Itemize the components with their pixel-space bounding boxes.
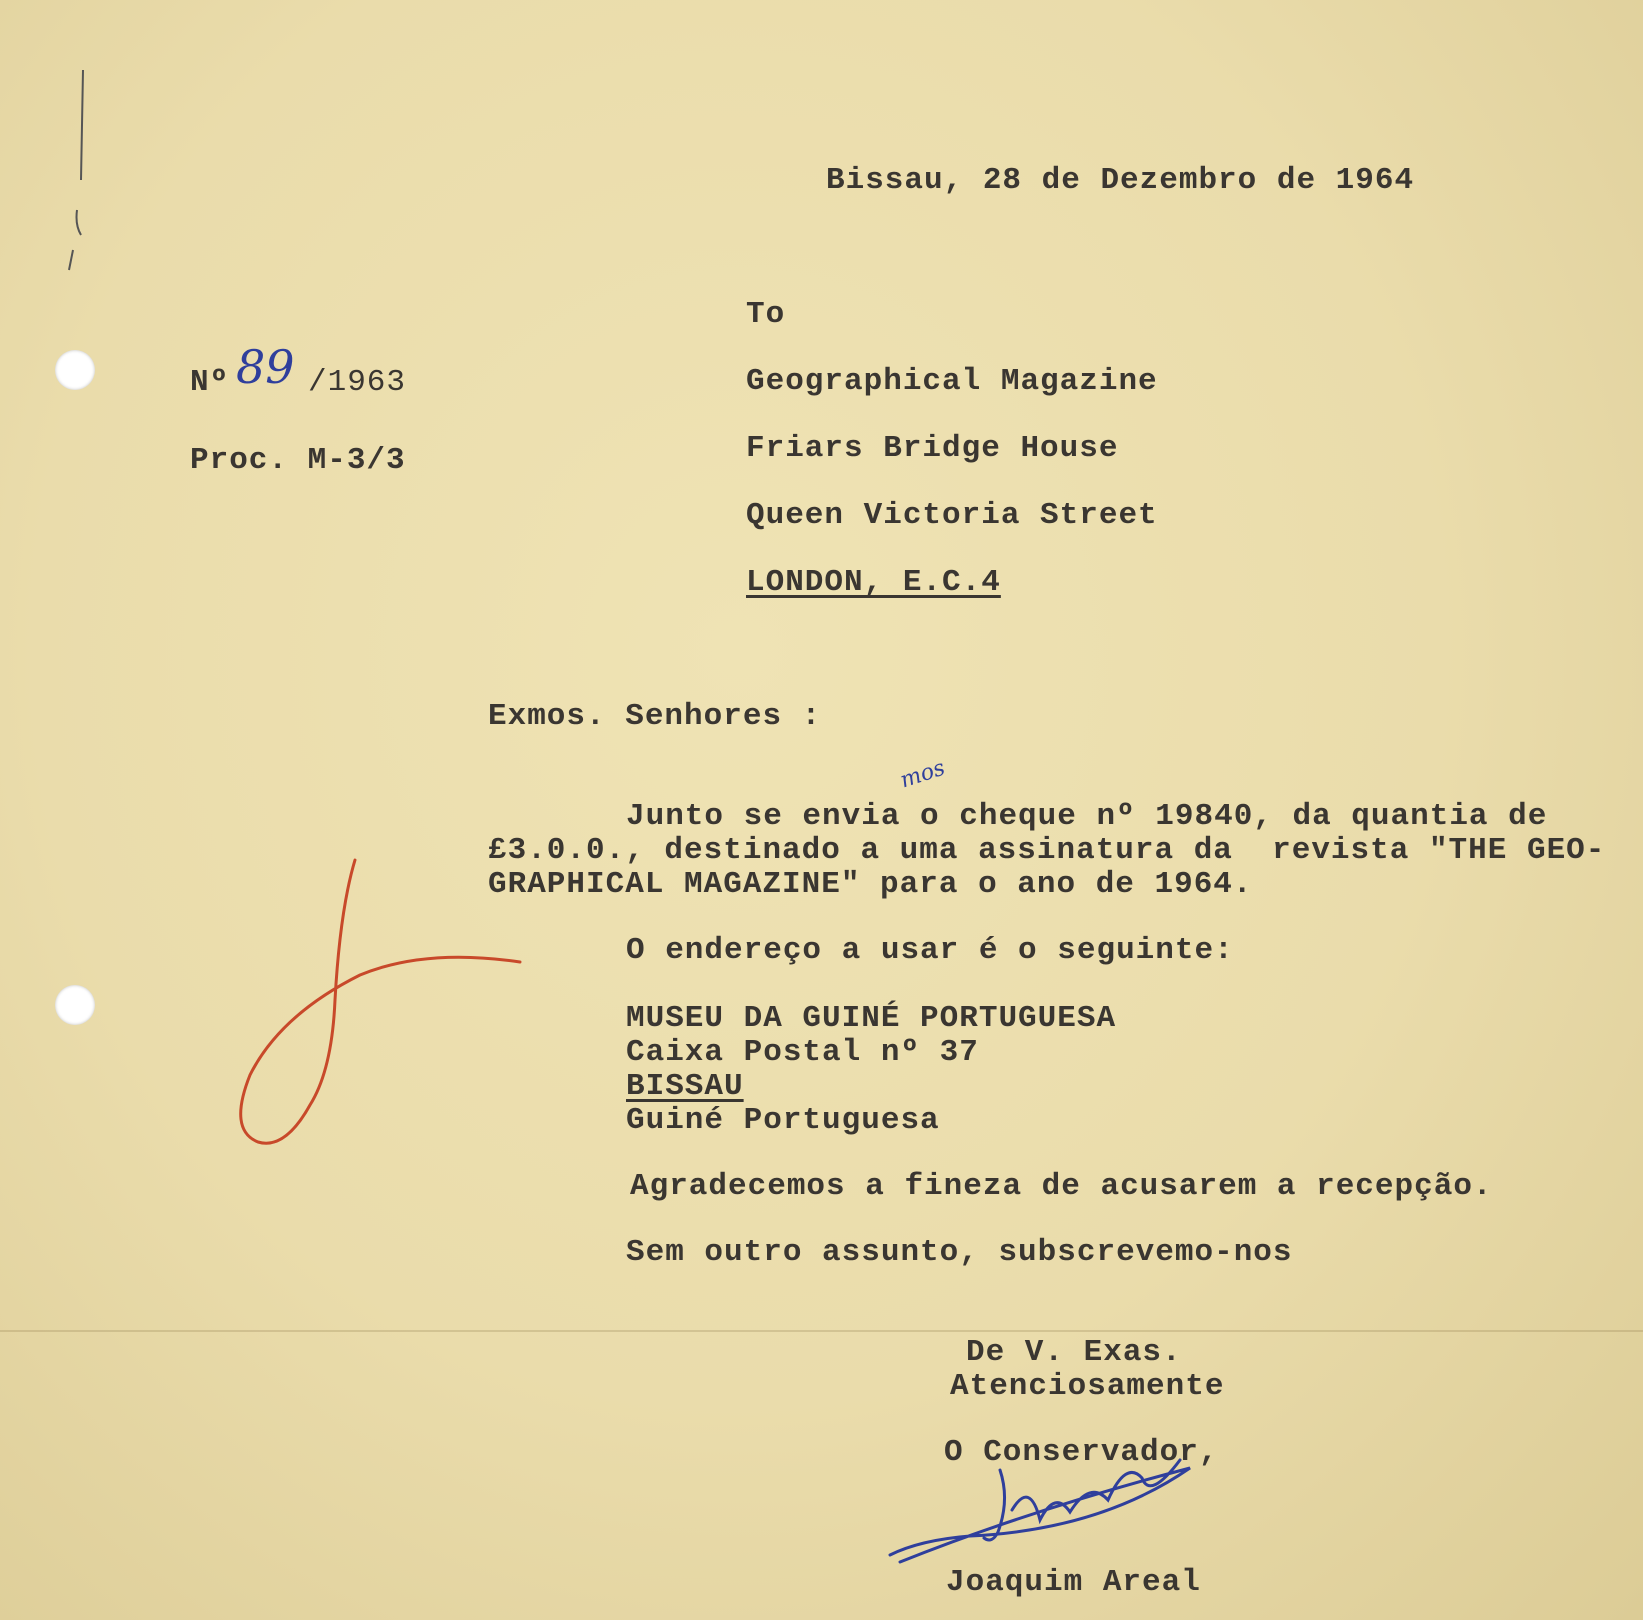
punch-hole-bottom — [55, 985, 95, 1025]
address-line1: MUSEU DA GUINÉ PORTUGUESA — [626, 1001, 1117, 1036]
closing-line1: De V. Exas. — [966, 1335, 1182, 1370]
recipient-line2: Friars Bridge House — [746, 431, 1119, 466]
body-para2: O endereço a usar é o seguinte: — [626, 933, 1234, 968]
signatory-name: Joaquim Areal — [946, 1565, 1201, 1600]
ref-number-suffix: /1963 — [308, 365, 407, 400]
recipient-line1: Geographical Magazine — [746, 364, 1158, 399]
address-line4: Guiné Portuguesa — [626, 1103, 940, 1138]
punch-hole-top — [55, 350, 95, 390]
closing-title: O Conservador, — [944, 1435, 1219, 1470]
date-line: Bissau, 28 de Dezembro de 1964 — [826, 163, 1415, 198]
red-pencil-mark — [210, 850, 530, 1170]
ref-number-handwritten: 89 — [236, 340, 295, 394]
body-para1-line2: £3.0.0., destinado a uma assinatura da revista "THE GEO- — [488, 833, 1606, 868]
body-para3: Agradecemos a fineza de acusarem a recepção. — [630, 1169, 1493, 1204]
recipient-line3: Queen Victoria Street — [746, 498, 1158, 533]
salutation: Exmos. Senhores : — [488, 699, 822, 734]
address-line2: Caixa Postal nº 37 — [626, 1035, 979, 1070]
body-para1-line1: Junto se envia o cheque nº 19840, da quantia de — [626, 799, 1548, 834]
signature — [880, 1440, 1240, 1580]
pencil-margin-mark — [55, 60, 115, 260]
paper-crease — [0, 1330, 1643, 1332]
recipient-city: LONDON, E.C.4 — [746, 565, 1001, 600]
recipient-to: To — [746, 297, 786, 332]
body-para4: Sem outro assunto, subscrevemo-nos — [626, 1235, 1293, 1270]
process-ref: Proc. M-3/3 — [190, 443, 406, 478]
handwritten-insert: mos — [897, 755, 949, 794]
body-para1-line3: GRAPHICAL MAGAZINE" para o ano de 1964. — [488, 867, 1253, 902]
address-line3: BISSAU — [626, 1069, 744, 1104]
ref-number-prefix: Nº — [190, 365, 230, 400]
closing-line2: Atenciosamente — [950, 1369, 1225, 1404]
